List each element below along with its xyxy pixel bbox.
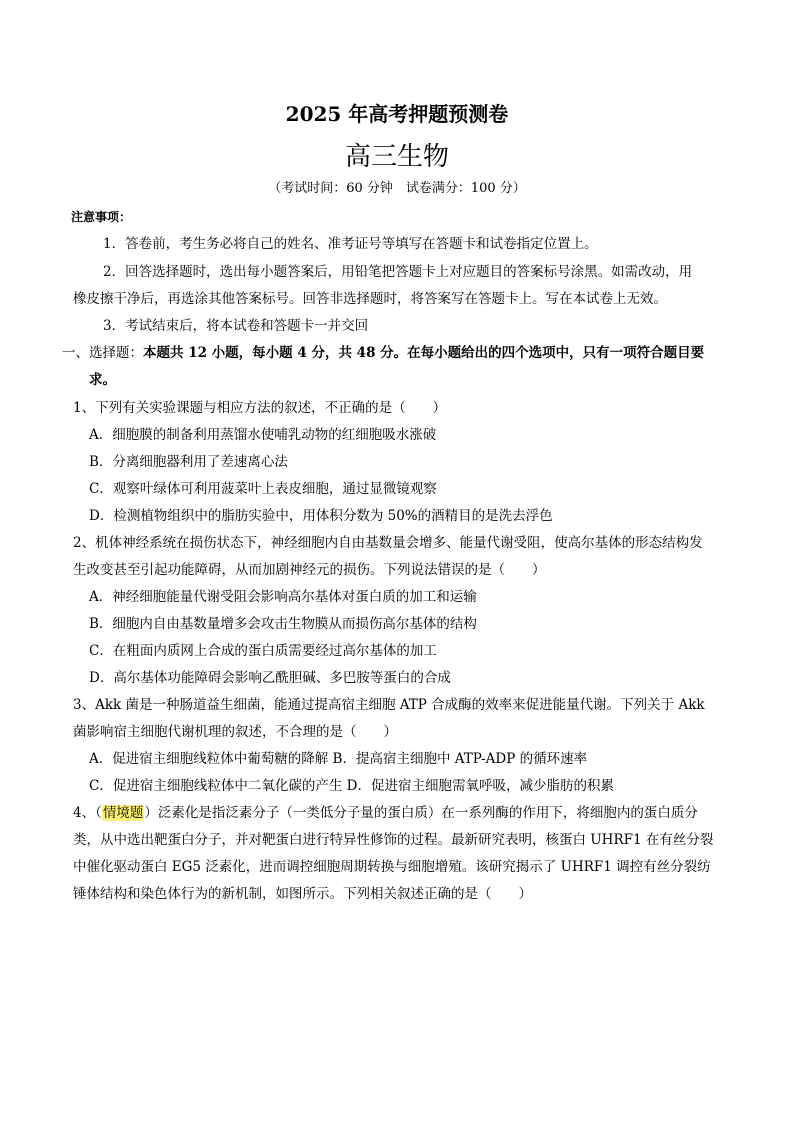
question-stem: 菌影响宿主细胞代谢机理的叙述，不合理的是（ ） bbox=[73, 724, 397, 740]
notice-item: 橡皮擦干净后，再选涂其他答案标号。回答非选择题时，将答案写在答题卡上。写在本试卷上无效。 bbox=[73, 291, 667, 307]
exam-title: 2025 年高考押题预测卷 bbox=[285, 102, 509, 126]
question-option: B．细胞内自由基数量增多会攻击生物膜从而损伤高尔基体的结构 bbox=[89, 616, 477, 632]
question-stem bbox=[73, 807, 698, 821]
subject-title: 高三生物 bbox=[344, 142, 449, 172]
question-prefix: 4、（ bbox=[73, 805, 102, 821]
question-stem: 锤体结构和染色体行为的新机制，如图所示。下列相关叙述正确的是（ ） bbox=[73, 886, 532, 902]
section-description-cont: 求。 bbox=[89, 372, 116, 388]
notice-item: 2．回答选择题时，选出每小题答案后，用铅笔把答题卡上对应题目的答案标号涂黑。如需改动，用 bbox=[103, 264, 693, 280]
question-option: A．细胞膜的制备利用蒸馏水使哺乳动物的红细胞吸水涨破 bbox=[89, 427, 437, 443]
question-stem-text: ）泛素化是指泛素分子（一类低分子量的蛋白质）在一系列酶的作用下，将细胞内的蛋白质分 bbox=[144, 805, 698, 821]
question-option: C．观察叶绿体可利用菠菜叶上表皮细胞，通过显微镜观察 bbox=[89, 481, 437, 497]
notice-heading: 注意事项： bbox=[71, 210, 132, 224]
question-option: D．检测植物组织中的脂肪实验中，用体积分数为 50%的酒精目的是洗去浮色 bbox=[89, 508, 553, 524]
question-stem: 2、机体神经系统在损伤状态下，神经细胞内自由基数量会增多、能量代谢受阻，使高尔基体的形态结构发 bbox=[73, 535, 703, 551]
question-option: D．高尔基体功能障碍会影响乙酰胆碱、多巴胺等蛋白的合成 bbox=[89, 670, 451, 686]
question-stem: 生改变甚至引起功能障碍，从而加剧神经元的损伤。下列说法错误的是（ ） bbox=[73, 562, 546, 578]
question-stem: 3、Akk 菌是一种肠道益生细菌，能通过提高宿主细胞 ATP 合成酶的效率来促进能量代谢。下列关于 Akk bbox=[73, 697, 705, 713]
question-option: B．分离细胞器利用了差速离心法 bbox=[89, 454, 288, 470]
notice-item: 1．答卷前，考生务必将自己的姓名、准考证号等填写在答题卡和试卷指定位置上。 bbox=[103, 236, 598, 252]
question-stem: 类，从中选出靶蛋白分子，并对靶蛋白进行特异性修饰的过程。最新研究表明，核蛋白 UHRF1 在有丝分裂 bbox=[73, 832, 714, 848]
section-description: 本题共 12 小题，每小题 4 分，共 48 分。在每小题给出的四个选项中，只有一项符合题目要 bbox=[143, 345, 705, 361]
question-option: C．促进宿主细胞线粒体中二氧化碳的产生 D．促进宿主细胞需氧呼吸，减少脂肪的积累 bbox=[89, 778, 614, 794]
question-option: A．促进宿主细胞线粒体中葡萄糖的降解 B．提高宿主细胞中 ATP-ADP 的循环速率 bbox=[89, 751, 588, 767]
question-stem: 中催化驱动蛋白 EG5 泛素化，进而调控细胞周期转换与细胞增殖。该研究揭示了 UHRF1 调控有丝分裂纺 bbox=[73, 859, 711, 875]
question-stem: 1、下列有关实验课题与相应方法的叙述，不正确的是（ ） bbox=[73, 400, 447, 416]
question-option: A．神经细胞能量代谢受阻会影响高尔基体对蛋白质的加工和运输 bbox=[89, 589, 477, 605]
section-heading bbox=[62, 347, 704, 361]
question-option: C．在粗面内质网上合成的蛋白质需要经过高尔基体的加工 bbox=[89, 643, 437, 659]
section-label: 一、选择题： bbox=[62, 345, 143, 361]
notice-item: 3．考试结束后，将本试卷和答题卡一并交回 bbox=[103, 318, 369, 334]
exam-info: （考试时间：60 分钟 试卷满分：100 分） bbox=[268, 181, 526, 196]
scenario-tag: 情境题 bbox=[102, 805, 144, 821]
